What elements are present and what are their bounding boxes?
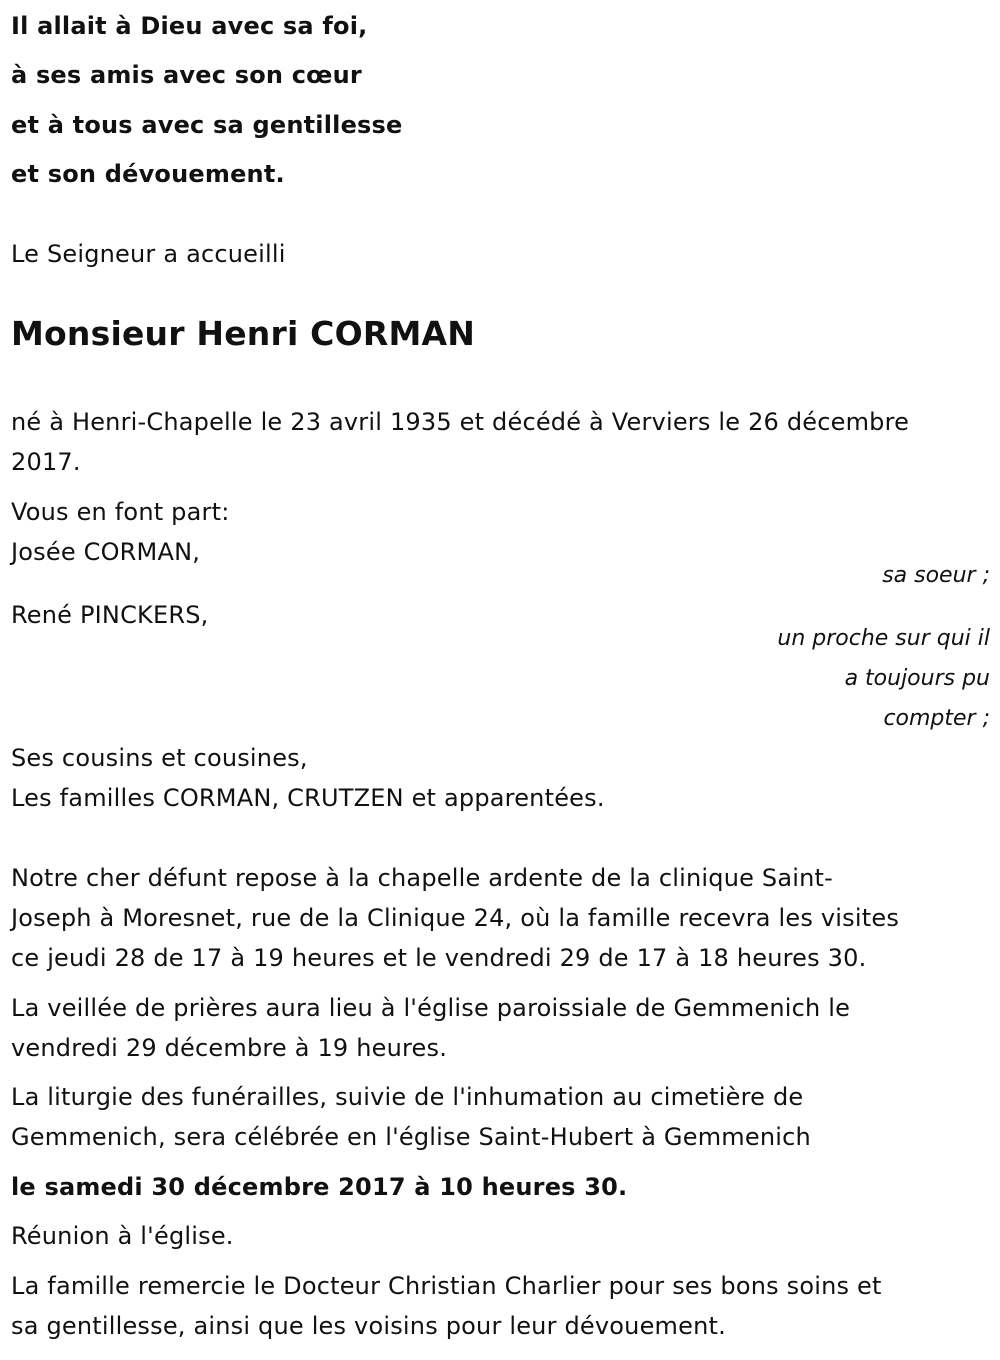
family-header: Vous en font part: [11, 498, 230, 526]
poem-line-1: Il allait à Dieu avec sa foi, [11, 12, 368, 40]
birth-death-line-1: né à Henri-Chapelle le 23 avril 1935 et décédé à Verviers le 26 décembre [11, 408, 910, 436]
families-line: Les familles CORMAN, CRUTZEN et apparentées. [11, 784, 605, 812]
poem-line-4: et son dévouement. [11, 160, 285, 188]
vigil-line-1: La veillée de prières aura lieu à l'église paroissiale de Gemmenich le [11, 994, 851, 1022]
family-member-name: René PINCKERS, [11, 601, 209, 629]
family-member-name: Josée CORMAN, [11, 538, 201, 566]
thanks-line-2: sa gentillesse, ainsi que les voisins pour leur dévouement. [11, 1312, 726, 1340]
visitation-line-2: Joseph à Moresnet, rue de la Clinique 24, où la famille recevra les visites [11, 904, 900, 932]
funeral-date: le samedi 30 décembre 2017 à 10 heures 30. [11, 1173, 628, 1201]
family-member-relation: compter ; [883, 706, 990, 731]
birth-death-line-2: 2017. [11, 448, 81, 476]
vigil-line-2: vendredi 29 décembre à 19 heures. [11, 1034, 448, 1062]
family-member-relation: sa soeur ; [882, 563, 990, 588]
family-member-relation: un proche sur qui il [777, 626, 990, 651]
poem-line-2: à ses amis avec son cœur [11, 61, 362, 89]
thanks-line-1: La famille remercie le Docteur Christian Charlier pour ses bons soins et [11, 1272, 882, 1300]
funeral-line-2: Gemmenich, sera célébrée en l'église Saint-Hubert à Gemmenich [11, 1123, 811, 1151]
cousins-line: Ses cousins et cousines, [11, 744, 308, 772]
funeral-line-1: La liturgie des funérailles, suivie de l'inhumation au cimetière de [11, 1083, 804, 1111]
deceased-name: Monsieur Henri CORMAN [11, 314, 476, 353]
visitation-line-1: Notre cher défunt repose à la chapelle ardente de la clinique Saint- [11, 864, 834, 892]
family-member-relation: a toujours pu [844, 666, 990, 691]
meeting-text: Réunion à l'église. [11, 1222, 234, 1250]
intro-text: Le Seigneur a accueilli [11, 240, 286, 268]
poem-line-3: et à tous avec sa gentillesse [11, 111, 403, 139]
visitation-line-3: ce jeudi 28 de 17 à 19 heures et le vendredi 29 de 17 à 18 heures 30. [11, 944, 867, 972]
